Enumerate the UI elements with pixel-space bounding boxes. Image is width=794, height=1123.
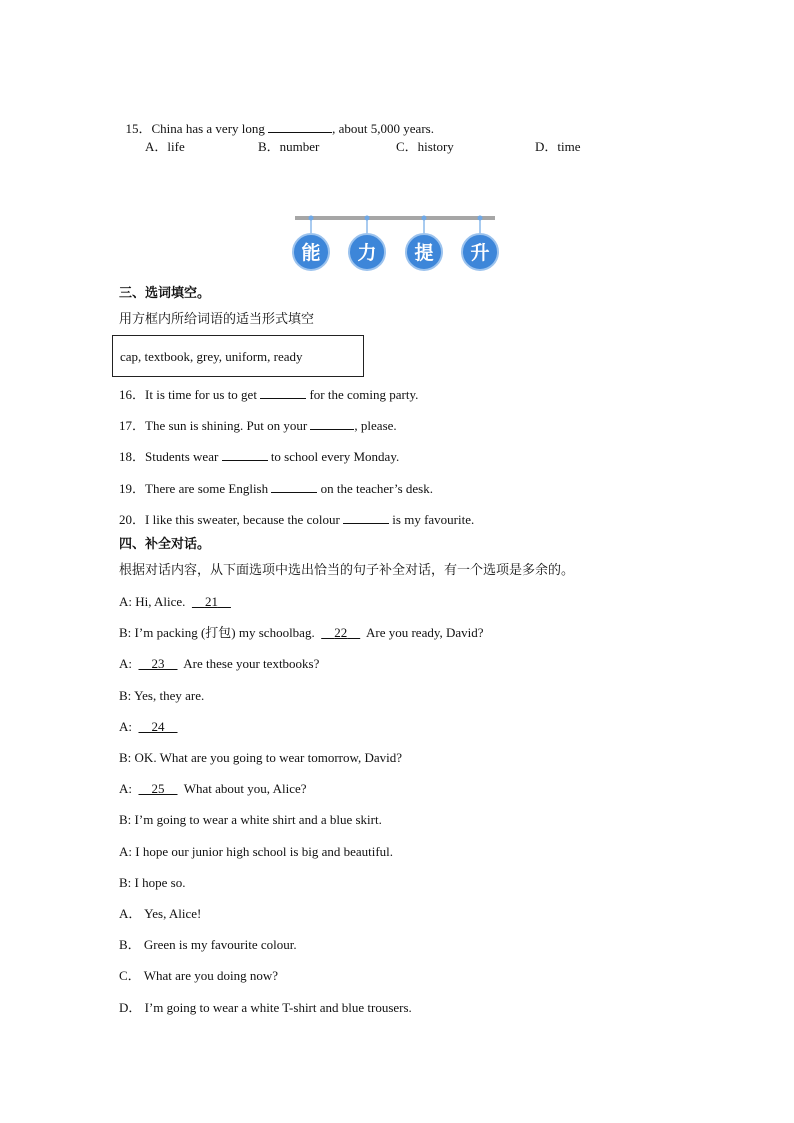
option-c[interactable]: C．history: [396, 139, 454, 154]
dialogue-line: A: 23 Are these your textbooks?: [119, 656, 320, 671]
banner-circle-4: [462, 234, 498, 270]
q15-options: [145, 136, 705, 152]
dialogue-line: B: I’m packing (打包) my schoolbag. 22 Are you ready, David?: [119, 625, 484, 640]
answer-blank[interactable]: [222, 448, 268, 461]
option-a[interactable]: A．life: [145, 139, 185, 154]
section-4-instruction: 根据对话内容，从下面选项中选出恰当的句子补全对话，有一个选项是多余的。: [119, 563, 575, 578]
dialogue-line: A: 24: [119, 719, 178, 735]
section-3-title: 三、选词填空。: [119, 286, 211, 301]
banner-char-1: 能: [301, 242, 321, 264]
dialogue-option-d[interactable]: D． I’m going to wear a white T-shirt and blue trousers.: [119, 1000, 412, 1015]
option-b[interactable]: B．number: [258, 139, 320, 154]
banner-graphic: [290, 210, 500, 274]
section-4-title: 四、补全对话。: [119, 537, 211, 552]
option-d[interactable]: D．time: [535, 139, 581, 154]
question-18: 18．Students wear to school every Monday.: [119, 449, 400, 464]
ability-banner: [290, 210, 500, 274]
dialogue-line: B: OK. What are you going to wear tomorrow, David?: [119, 750, 403, 765]
dialogue-blank-23[interactable]: 23: [151, 656, 165, 671]
word-bank: cap, textbook, grey, uniform, ready: [120, 349, 303, 364]
dialogue-blank-24[interactable]: 24: [151, 719, 165, 734]
dialogue-line: A: I hope our junior high school is big and beautiful.: [119, 844, 394, 859]
answer-blank[interactable]: [268, 120, 332, 133]
question-17: 17．The sun is shining. Put on your , please.: [119, 418, 397, 433]
dialogue-option-c[interactable]: C． What are you doing now?: [119, 968, 278, 983]
dialogue-line: A: Hi, Alice. 21: [119, 594, 231, 610]
dialogue-blank-25[interactable]: 25: [151, 781, 165, 796]
section-3-instruction: 用方框内所给词语的适当形式填空: [119, 312, 315, 327]
answer-blank[interactable]: [310, 417, 354, 430]
banner-char-3: 提: [414, 242, 434, 264]
answer-blank[interactable]: [271, 480, 317, 493]
dialogue-blank-22[interactable]: 22: [334, 625, 348, 640]
word-bank-box: [112, 335, 364, 377]
dialogue-line: B: I hope so.: [119, 875, 186, 890]
question-stem-tail: , about 5,000 years.: [332, 121, 434, 136]
banner-char-2: 力: [357, 242, 377, 264]
question-20: 20．I like this sweater, because the colour is my favourite.: [119, 512, 475, 527]
banner-circle-2: [349, 234, 385, 270]
question-16: 16．It is time for us to get for the coming party.: [119, 387, 419, 402]
dialogue-line: A: 25 What about you, Alice?: [119, 781, 307, 796]
answer-blank[interactable]: [343, 511, 389, 524]
question-15: [119, 104, 434, 137]
banner-circle-1: [293, 234, 329, 270]
question-number: 15．: [125, 121, 152, 136]
banner-bar: [295, 216, 495, 220]
dialogue-blank-21[interactable]: 21: [204, 594, 218, 609]
question-stem: China has a very long: [151, 121, 269, 136]
dialogue-option-b[interactable]: B． Green is my favourite colour.: [119, 937, 297, 952]
banner-char-4: 升: [470, 242, 490, 264]
answer-blank[interactable]: [260, 386, 306, 399]
question-19: 19．There are some English on the teacher’s desk.: [119, 481, 433, 496]
dialogue-line: B: I’m going to wear a white shirt and a blue skirt.: [119, 812, 382, 827]
dialogue-option-a[interactable]: A． Yes, Alice!: [119, 906, 202, 921]
banner-circle-3: [406, 234, 442, 270]
dialogue-line: B: Yes, they are.: [119, 688, 205, 703]
